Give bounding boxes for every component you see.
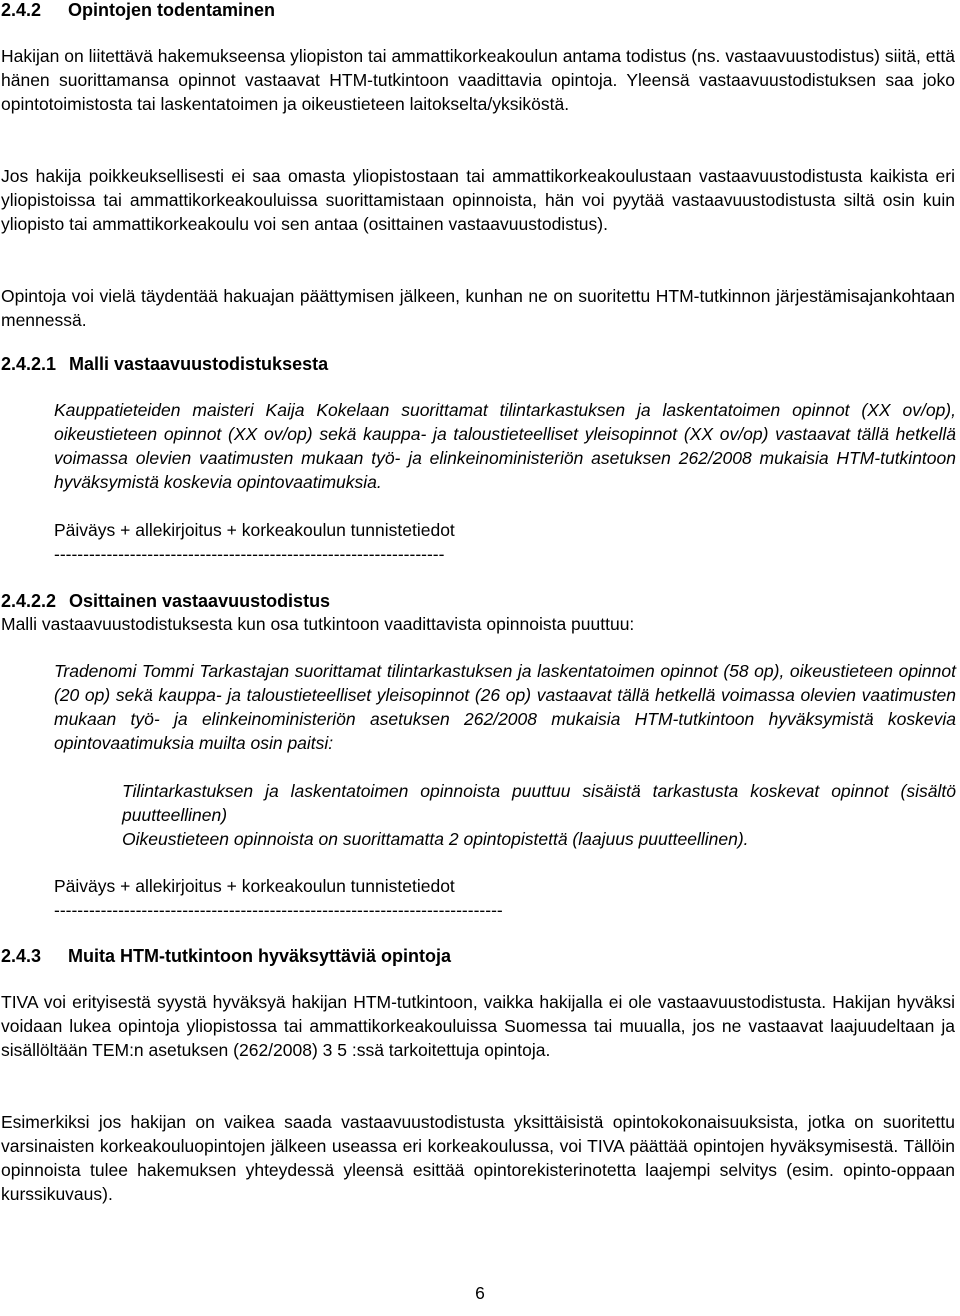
heading-title: Muita HTM-tutkintoon hyväksyttäviä opintoja: [68, 946, 452, 966]
heading-title: Opintojen todentaminen: [68, 0, 275, 20]
example-certificate-partial: Tradenomi Tommi Tarkastajan suorittamat tilintarkastuksen ja laskentatoimen opinnot (58 op), oikeustieteen opinnot (20 op) sekä kauppa- ja taloustieteelliset yleisopinnot (26 op) vastaavat tällä hetkellä voimassa olevien vaatimusten mukaan työ- ja elinkeinoministeriön asetuksen 262/2008 mukaisia HTM-tutkintoon hyväksymistä koskevia opintovaatimuksia muilta osin paitsi:: [54, 661, 956, 753]
partial-certificate-intro: Malli vastaavuustodistuksesta kun osa tutkintoon vaadittavista opinnoista puuttuu:: [1, 614, 635, 634]
heading-number: 2.4.2.1: [1, 354, 57, 374]
exception-item-law-studies: Oikeustieteen opinnoista on suorittamatta 2 opintopistettä (laajuus puutteellinen).: [122, 829, 749, 849]
heading-title: Malli vastaavuustodistuksesta: [69, 354, 329, 374]
page-number: 6: [475, 1283, 485, 1303]
paragraph-supplement: Opintoja voi vielä täydentää hakuajan päättymisen jälkeen, kunhan ne on suoritettu HTM-tutkinnon järjestämisajankohtaan mennessä.: [1, 286, 955, 330]
heading-number: 2.4.2: [1, 0, 42, 20]
heading-2-4-2: [1, 0, 901, 22]
paragraph-exception: Jos hakija poikkeuksellisesti ei saa omasta yliopistostaan tai ammattikorkeakoulustaan vastaavuustodistusta kaikista eri yliopistoissa tai ammattikorkeakouluissa suorittamistaan opinnoista, hän voi pyytää vastaavuustodistusta siltä osin kuin yliopisto tai ammattikorkeakoulu voi sen antaa (osittainen vastaavuustodistus).: [1, 166, 955, 234]
signature-line-label: Päiväys + allekirjoitus + korkeakoulun tunnistetiedot: [54, 520, 455, 540]
exception-item-internal-audit: Tilintarkastuksen ja laskentatoimen opinnoista puuttuu sisäistä tarkastusta koskevat opinnot (sisältö puutteellinen): [122, 781, 956, 825]
signature-dash-line: -------------------------------------------------------------------: [54, 544, 445, 564]
signature-line-label-2: Päiväys + allekirjoitus + korkeakoulun tunnistetiedot: [54, 876, 455, 896]
heading-title: Osittainen vastaavuustodistus: [69, 591, 331, 611]
heading-number: 2.4.3: [1, 946, 42, 966]
heading-2-4-2-2: [1, 589, 901, 613]
signature-dash-line-2: -----------------------------------------------------------------------------: [54, 900, 503, 920]
paragraph-attachment: Hakijan on liitettävä hakemukseensa yliopiston tai ammattikorkeakoulun antama todistus (ns. vastaavuustodistus) siitä, että hänen suorittamansa opinnot vastaavat HTM-tutkintoon vaadittavia opintoja. Yleensä vastaavuustodistuksen saa joko opintotoimistosta tai laskentatoimen ja oikeustieteen laitokselta/yksiköstä.: [1, 46, 955, 114]
heading-2-4-3: [1, 944, 901, 968]
paragraph-example-separate-studies: Esimerkiksi jos hakijan on vaikea saada vastaavuustodistusta yksittäisistä opintokokonaisuuksista, jotka on suoritettu varsinaisten korkeakouluopintojen jälkeen useassa eri korkeakoulussa, voi TIVA päättää opintojen hyväksymisestä. Tällöin opinnoista tulee hakemuksen yhteydessä yleensä esittää opintorekisterinotetta laajempi selvitys (esim. opinto-oppaan kurssikuvaus).: [1, 1112, 955, 1204]
example-certificate-full: Kauppatieteiden maisteri Kaija Kokelaan suorittamat tilintarkastuksen ja laskentatoimen opinnot (XX ov/op), oikeustieteen opinnot (XX ov/op) sekä kauppa- ja taloustieteelliset yleisopinnot (XX ov/op) vastaavat tällä hetkellä voimassa olevien vaatimusten mukaan työ- ja elinkeinoministeriön asetuksen 262/2008 mukaisia HTM-tutkintoon hyväksymistä koskevia opintovaatimuksia.: [54, 400, 956, 492]
heading-2-4-2-1: [1, 352, 901, 376]
heading-number: 2.4.2.2: [1, 591, 57, 611]
paragraph-tiva-approval: TIVA voi erityisestä syystä hyväksyä hakijan HTM-tutkintoon, vaikka hakijalla ei ole vastaavuustodistusta. Hakijan hyväksi voidaan lukea opintoja yliopistossa tai ammattikorkeakouluissa Suomessa tai muualla, jos ne vastaavat laajuudeltaan ja sisällöltään TEM:n asetuksen (262/2008) 3 5 :ssä tarkoitettuja opintoja.: [1, 992, 955, 1060]
